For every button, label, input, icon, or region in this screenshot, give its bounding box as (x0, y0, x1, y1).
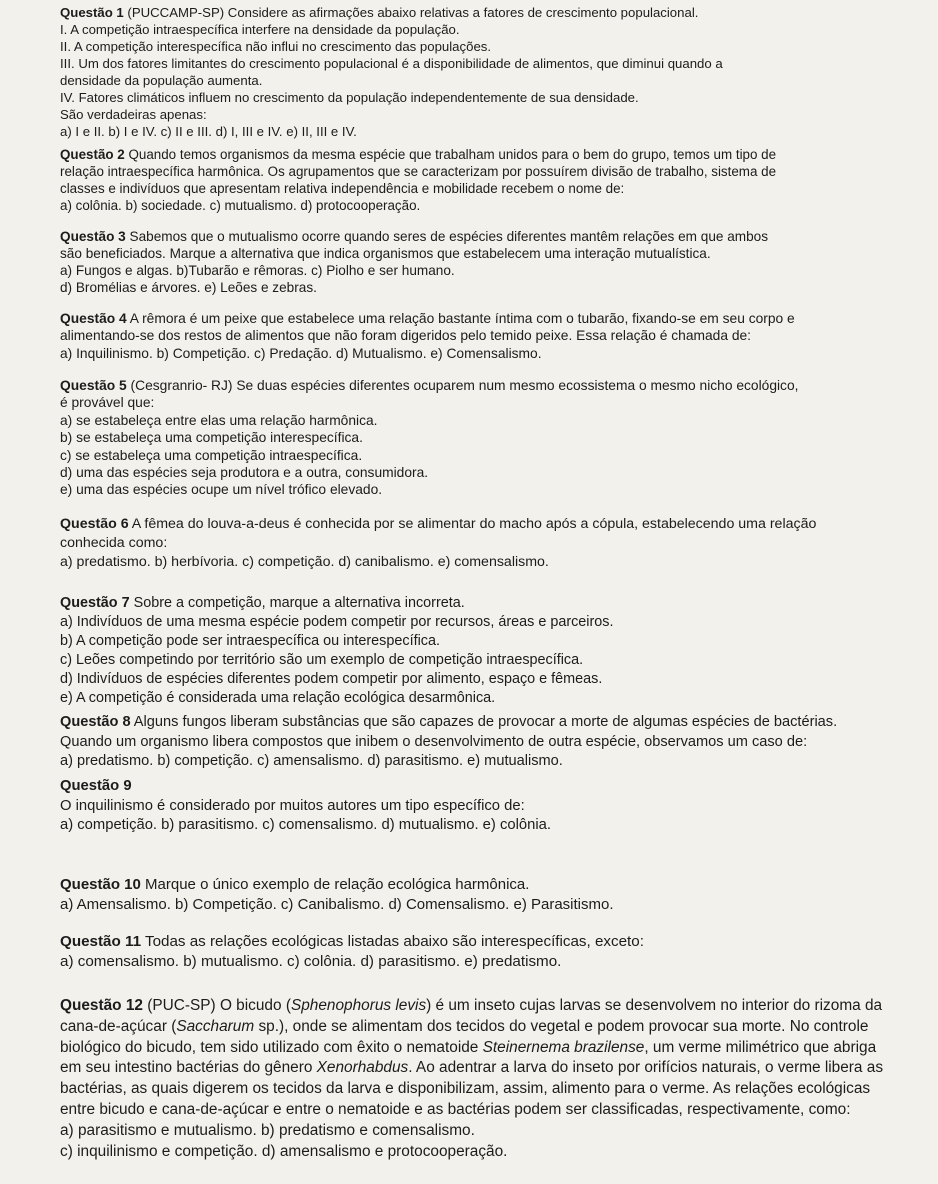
question-10-title: Questão 10 (60, 876, 141, 893)
question-4-line: alimentando-se dos restos de alimentos que não foram digeridos pelo temido peixe. Essa relação é chamada de: (60, 328, 752, 344)
question-8 (60, 713, 938, 772)
question-11-header (60, 932, 938, 952)
question-9-title: Questão 9 (60, 778, 132, 794)
question-7-option: d) Indivíduos de espécies diferentes podem competir por alimento, espaço e fêmeas. (60, 671, 603, 687)
question-3 (60, 228, 938, 296)
question-2-line: classes e indivíduos que apresentam relativa independência e mobilidade recebem o nome de: (60, 181, 625, 196)
question-5-option: d) uma das espécies seja produtora e a outra, consumidora. (60, 465, 429, 481)
question-1-header (60, 4, 938, 21)
question-12-species-name: Sphenophorus levis (290, 997, 427, 1014)
question-1-title: Questão 1 (60, 5, 124, 20)
question-12-line: entre bicudo e cana-de-açúcar e entre o nematoide e as bactérias podem ser classificadas, respectivamente, como: (60, 1100, 851, 1118)
question-12-text: (PUC-SP) O bicudo ( (142, 997, 291, 1014)
question-1-options: a) I e II. b) I e IV. c) II e III. d) I, III e IV. e) II, III e IV. (60, 124, 357, 139)
question-4-options: a) Inquilinismo. b) Competição. c) Predação. d) Mutualismo. e) Comensalismo. (60, 345, 542, 361)
question-3-line: são beneficiados. Marque a alternativa que indica organismos que estabelecem uma interação mutualística. (60, 246, 711, 261)
question-12-species-name: Saccharum (176, 1017, 255, 1035)
question-12-text: em seu intestino bactérias do gênero (60, 1059, 317, 1077)
question-2-line: relação intraespecífica harmônica. Os agrupamentos que se caracterizam por possuírem divisão de trabalho, sistema de (60, 164, 777, 179)
question-12-species-name: Steinernema brazilense (482, 1038, 645, 1056)
question-7-header (60, 594, 938, 613)
question-10-options: a) Amensalismo. b) Competição. c) Canibalismo. d) Comensalismo. e) Parasitismo. (60, 896, 614, 913)
question-6 (60, 515, 938, 572)
question-11-options: a) comensalismo. b) mutualismo. c) colônia. d) parasitismo. e) predatismo. (60, 953, 562, 970)
question-2-header (60, 146, 938, 163)
question-2-options: a) colônia. b) sociedade. c) mutualismo. d) protocooperação. (60, 198, 421, 213)
question-5 (60, 377, 938, 499)
question-12-line (60, 1058, 938, 1079)
question-3-header (60, 228, 938, 245)
question-4 (60, 310, 938, 362)
question-12-text: , um verme milimétrico que abriga (644, 1038, 877, 1056)
question-1-line: II. A competição interespecífica não influi no crescimento das populações. (60, 39, 492, 54)
question-3-title: Questão 3 (60, 229, 126, 244)
question-6-header (60, 515, 938, 534)
question-12-options: a) parasitismo e mutualismo. b) predatismo e comensalismo. (60, 1121, 475, 1139)
question-1 (60, 4, 938, 140)
question-12-text: . Ao adentrar a larva do inseto por orifícios naturais, o verme libera as (408, 1059, 884, 1077)
question-7-title: Questão 7 (60, 595, 130, 611)
question-6-options: a) predatismo. b) herbívoria. c) competição. d) canibalismo. e) comensalismo. (60, 554, 549, 570)
question-3-line: Sabemos que o mutualismo ocorre quando seres de espécies diferentes mantêm relações em que ambos (125, 229, 769, 244)
question-4-line: A rêmora é um peixe que estabelece uma relação bastante íntima com o tubarão, fixando-se em seu corpo e (126, 311, 795, 326)
question-5-title: Questão 5 (60, 378, 127, 393)
question-7-option: e) A competição é considerada uma relação ecológica desarmônica. (60, 690, 496, 706)
question-5-option: a) se estabeleça entre elas uma relação harmônica. (60, 412, 378, 428)
question-5-option: e) uma das espécies ocupe um nível trófico elevado. (60, 482, 383, 498)
question-12-text: ) é um inseto cujas larvas se desenvolvem no interior do rizoma da (426, 997, 883, 1014)
question-4-title: Questão 4 (60, 311, 127, 326)
question-9-options: a) competição. b) parasitismo. c) comensalismo. d) mutualismo. e) colônia. (60, 817, 551, 833)
question-8-header (60, 713, 938, 733)
question-9 (60, 777, 938, 836)
question-4-header (60, 310, 938, 327)
question-12-line: bactérias, as quais digerem os tecidos da larva e disponibilizam, assim, alimento para o verme. As relações ecológicas (60, 1080, 871, 1098)
question-6-line: conhecida como: (60, 535, 168, 551)
question-1-line: IV. Fatores climáticos influem no crescimento da população independentemente de sua densidade. (60, 90, 639, 105)
question-12-text: biológico do bicudo, tem sido utilizado com êxito o nematoide (60, 1038, 483, 1056)
question-5-option: b) se estabeleça uma competição interespecífica. (60, 430, 363, 446)
question-1-line: III. Um dos fatores limitantes do crescimento populacional é a disponibilidade de alimentos, que diminui quando a (60, 56, 723, 71)
question-11 (60, 932, 938, 972)
question-12-header (60, 996, 938, 1017)
question-1-line: São verdadeiras apenas: (60, 107, 207, 122)
question-8-title: Questão 8 (60, 714, 131, 730)
question-10 (60, 875, 938, 915)
question-3-options: d) Bromélias e árvores. e) Leões e zebras. (60, 280, 317, 295)
question-10-header (60, 875, 938, 895)
question-3-options: a) Fungos e algas. b)Tubarão e rêmoras. c) Piolho e ser humano. (60, 263, 455, 278)
question-12-text: sp.), onde se alimentam dos tecidos do vegetal e podem provocar sua morte. No controle (254, 1017, 869, 1035)
question-10-line: Marque o único exemplo de relação ecológica harmônica. (140, 876, 530, 893)
question-12-line (60, 1038, 938, 1059)
question-2 (60, 146, 938, 214)
question-7-option: b) A competição pode ser intraespecífica ou interespecífica. (60, 633, 440, 649)
question-7 (60, 594, 938, 708)
question-7-line: Sobre a competição, marque a alternativa incorreta. (129, 595, 465, 611)
question-7-option: c) Leões competindo por território são um exemplo de competição intraespecífica. (60, 652, 584, 668)
question-5-header (60, 377, 938, 394)
question-11-line: Todas as relações ecológicas listadas abaixo são interespecíficas, exceto: (141, 933, 644, 950)
question-7-option: a) Indivíduos de uma mesma espécie podem competir por recursos, áreas e parceiros. (60, 614, 614, 630)
question-12-text: cana-de-açúcar ( (60, 1017, 177, 1035)
question-11-title: Questão 11 (60, 933, 142, 950)
question-12-species-name: Xenorhabdus (316, 1059, 409, 1077)
question-6-line: A fêmea do louva-a-deus é conhecida por se alimentar do macho após a cópula, estabelecendo uma relação (128, 516, 817, 532)
question-6-title: Questão 6 (60, 516, 129, 532)
question-1-intro: (PUCCAMP-SP) Considere as afirmações abaixo relativas a fatores de crescimento populacional. (123, 5, 699, 20)
question-12 (60, 996, 938, 1162)
question-12-line (60, 1017, 938, 1038)
question-8-options: a) predatismo. b) competição. c) amensalismo. d) parasitismo. e) mutualismo. (60, 753, 563, 769)
question-5-line: (Cesgranrio- RJ) Se duas espécies diferentes ocuparem num mesmo ecossistema o mesmo nicho ecológico, (126, 378, 799, 393)
question-1-line: I. A competição intraespecífica interfere na densidade da população. (60, 22, 460, 37)
question-5-line: é provável que: (60, 395, 155, 411)
question-12-title: Questão 12 (60, 997, 143, 1014)
question-1-line: densidade da população aumenta. (60, 73, 263, 88)
question-8-line: Alguns fungos liberam substâncias que são capazes de provocar a morte de algumas espécies de bactérias. (130, 714, 838, 730)
question-5-option: c) se estabeleça uma competição intraespecífica. (60, 447, 363, 463)
question-12-options: c) inquilinismo e competição. d) amensalismo e protocooperação. (60, 1142, 508, 1160)
question-2-title: Questão 2 (60, 147, 125, 162)
question-8-line: Quando um organismo libera compostos que inibem o desenvolvimento de outra espécie, observamos um caso de: (60, 733, 808, 750)
question-9-line: O inquilinismo é considerado por muitos autores um tipo específico de: (60, 797, 525, 814)
question-2-line: Quando temos organismos da mesma espécie que trabalham unidos para o bem do grupo, temos um tipo de (124, 147, 777, 162)
